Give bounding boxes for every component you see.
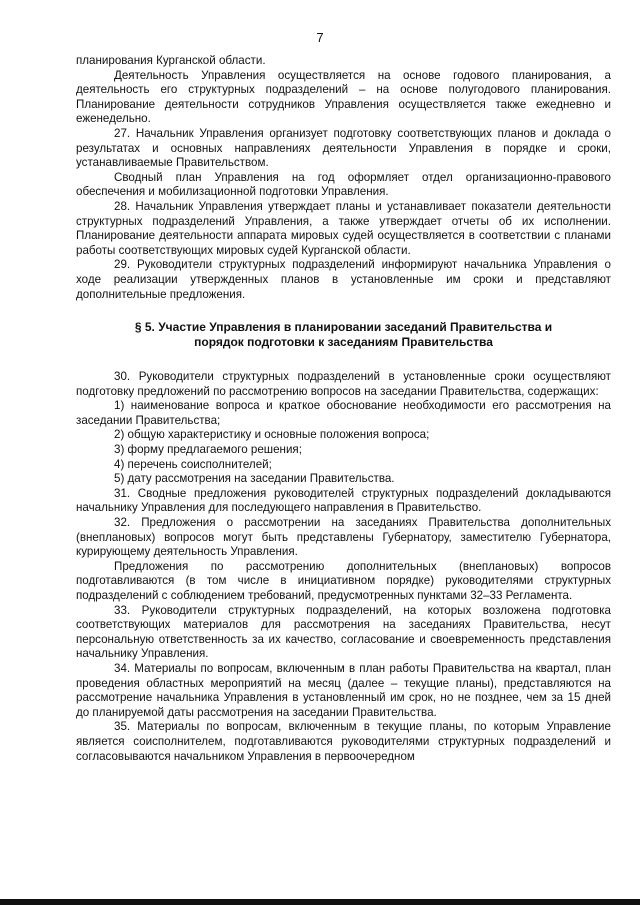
- document-body: [76, 54, 611, 764]
- paragraph-31: 31. Сводные предложения руководителей структурных подразделений докладываются начальнику Управления для последующего направления в Правительство.: [76, 486, 611, 515]
- list-item: 1) наименование вопроса и краткое обоснование необходимости его рассмотрения на заседании Правительства;: [76, 399, 611, 427]
- paragraph-27: 27. Начальник Управления организует подготовку соответствующих планов и доклада о результатах и основных направлениях деятельности Управления в порядке и сроки, устанавливаемые Правительством.: [76, 126, 611, 170]
- list-item: 4) перечень соисполнителей;: [114, 457, 272, 471]
- paragraph-34: 34. Материалы по вопросам, включенным в план работы Правительства на квартал, план проведения областных мероприятий на месяц (далее – текущие планы), представляются на рассмотрение начальника Управления в установленный им срок, но не позднее, чем за 15 дней до планируемой даты рассмотрения на заседании Правительства.: [76, 661, 611, 719]
- paragraph-35: 35. Материалы по вопросам, включенным в текущие планы, по которым Управление является соисполнителем, подготавливаются руководителями структурных подразделений и согласовываются начальником Управления в первоочередном: [76, 720, 611, 763]
- paragraph-32: 32. Предложения о рассмотрении на заседаниях Правительства дополнительных (внеплановых) вопросов могут быть представлены Губернатору, заместителю Губернатора, курирующему деятельность Управления.: [76, 516, 611, 559]
- paragraph: планирования Курганской области.: [76, 54, 266, 67]
- list-item: 3) форму предлагаемого решения;: [114, 443, 302, 457]
- section-title: [76, 320, 611, 350]
- paragraph: Деятельность Управления осуществляется на основе годового планирования, а деятельность его структурных подразделений – на основе полугодового планирования. Планирование деятельности сотрудников Управления осуществляется также ежедневно и еженедельно.: [76, 68, 611, 126]
- section-title-line-1: § 5. Участие Управления в планировании заседаний Правительства и: [134, 320, 553, 335]
- requirements-list: [76, 399, 611, 487]
- paragraph-30: 30. Руководители структурных подразделений в установленные сроки осуществляют подготовку предложений по рассмотрению вопросов на заседании Правительства, содержащих:: [76, 370, 611, 398]
- paragraph-29: 29. Руководители структурных подразделений информируют начальника Управления о ходе реализации утвержденных планов в установленные им сроки и представляют дополнительные предложения.: [76, 258, 611, 301]
- page-number: 7: [316, 30, 324, 45]
- paragraph-33: 33. Руководители структурных подразделений, на которых возложена подготовка соответствующих материалов для рассмотрения на заседаниях Правительства, несут персональную ответственность за их качество, согласование и своевременность представления начальнику Управления.: [76, 603, 611, 661]
- section-title-line-2: порядок подготовки к заседаниям Правительства: [194, 335, 493, 350]
- paragraph: Сводный план Управления на год оформляет отдел организационно-правового обеспечения и мобилизационной подготовки Управления.: [76, 170, 611, 199]
- list-item: 5) дату рассмотрения на заседании Правительства.: [114, 472, 395, 486]
- paragraph-28: 28. Начальник Управления утверждает планы и устанавливает показатели деятельности структурных подразделений Управления, а также утверждает отчеты об их исполнении. Планирование деятельности аппарата мировых судей осуществляется в соответствии с планами работы соответствующих мировых судей Курганской области.: [76, 199, 611, 257]
- list-item: 2) общую характеристику и основные положения вопроса;: [114, 428, 430, 442]
- paragraph: Предложения по рассмотрению дополнительных (внеплановых) вопросов подготавливаются (в том числе в инициативном порядке) руководителями структурных подразделений с соблюдением требований, предусмотренных пунктами 32–33 Регламента.: [76, 559, 611, 602]
- scan-bottom-edge: [0, 899, 640, 905]
